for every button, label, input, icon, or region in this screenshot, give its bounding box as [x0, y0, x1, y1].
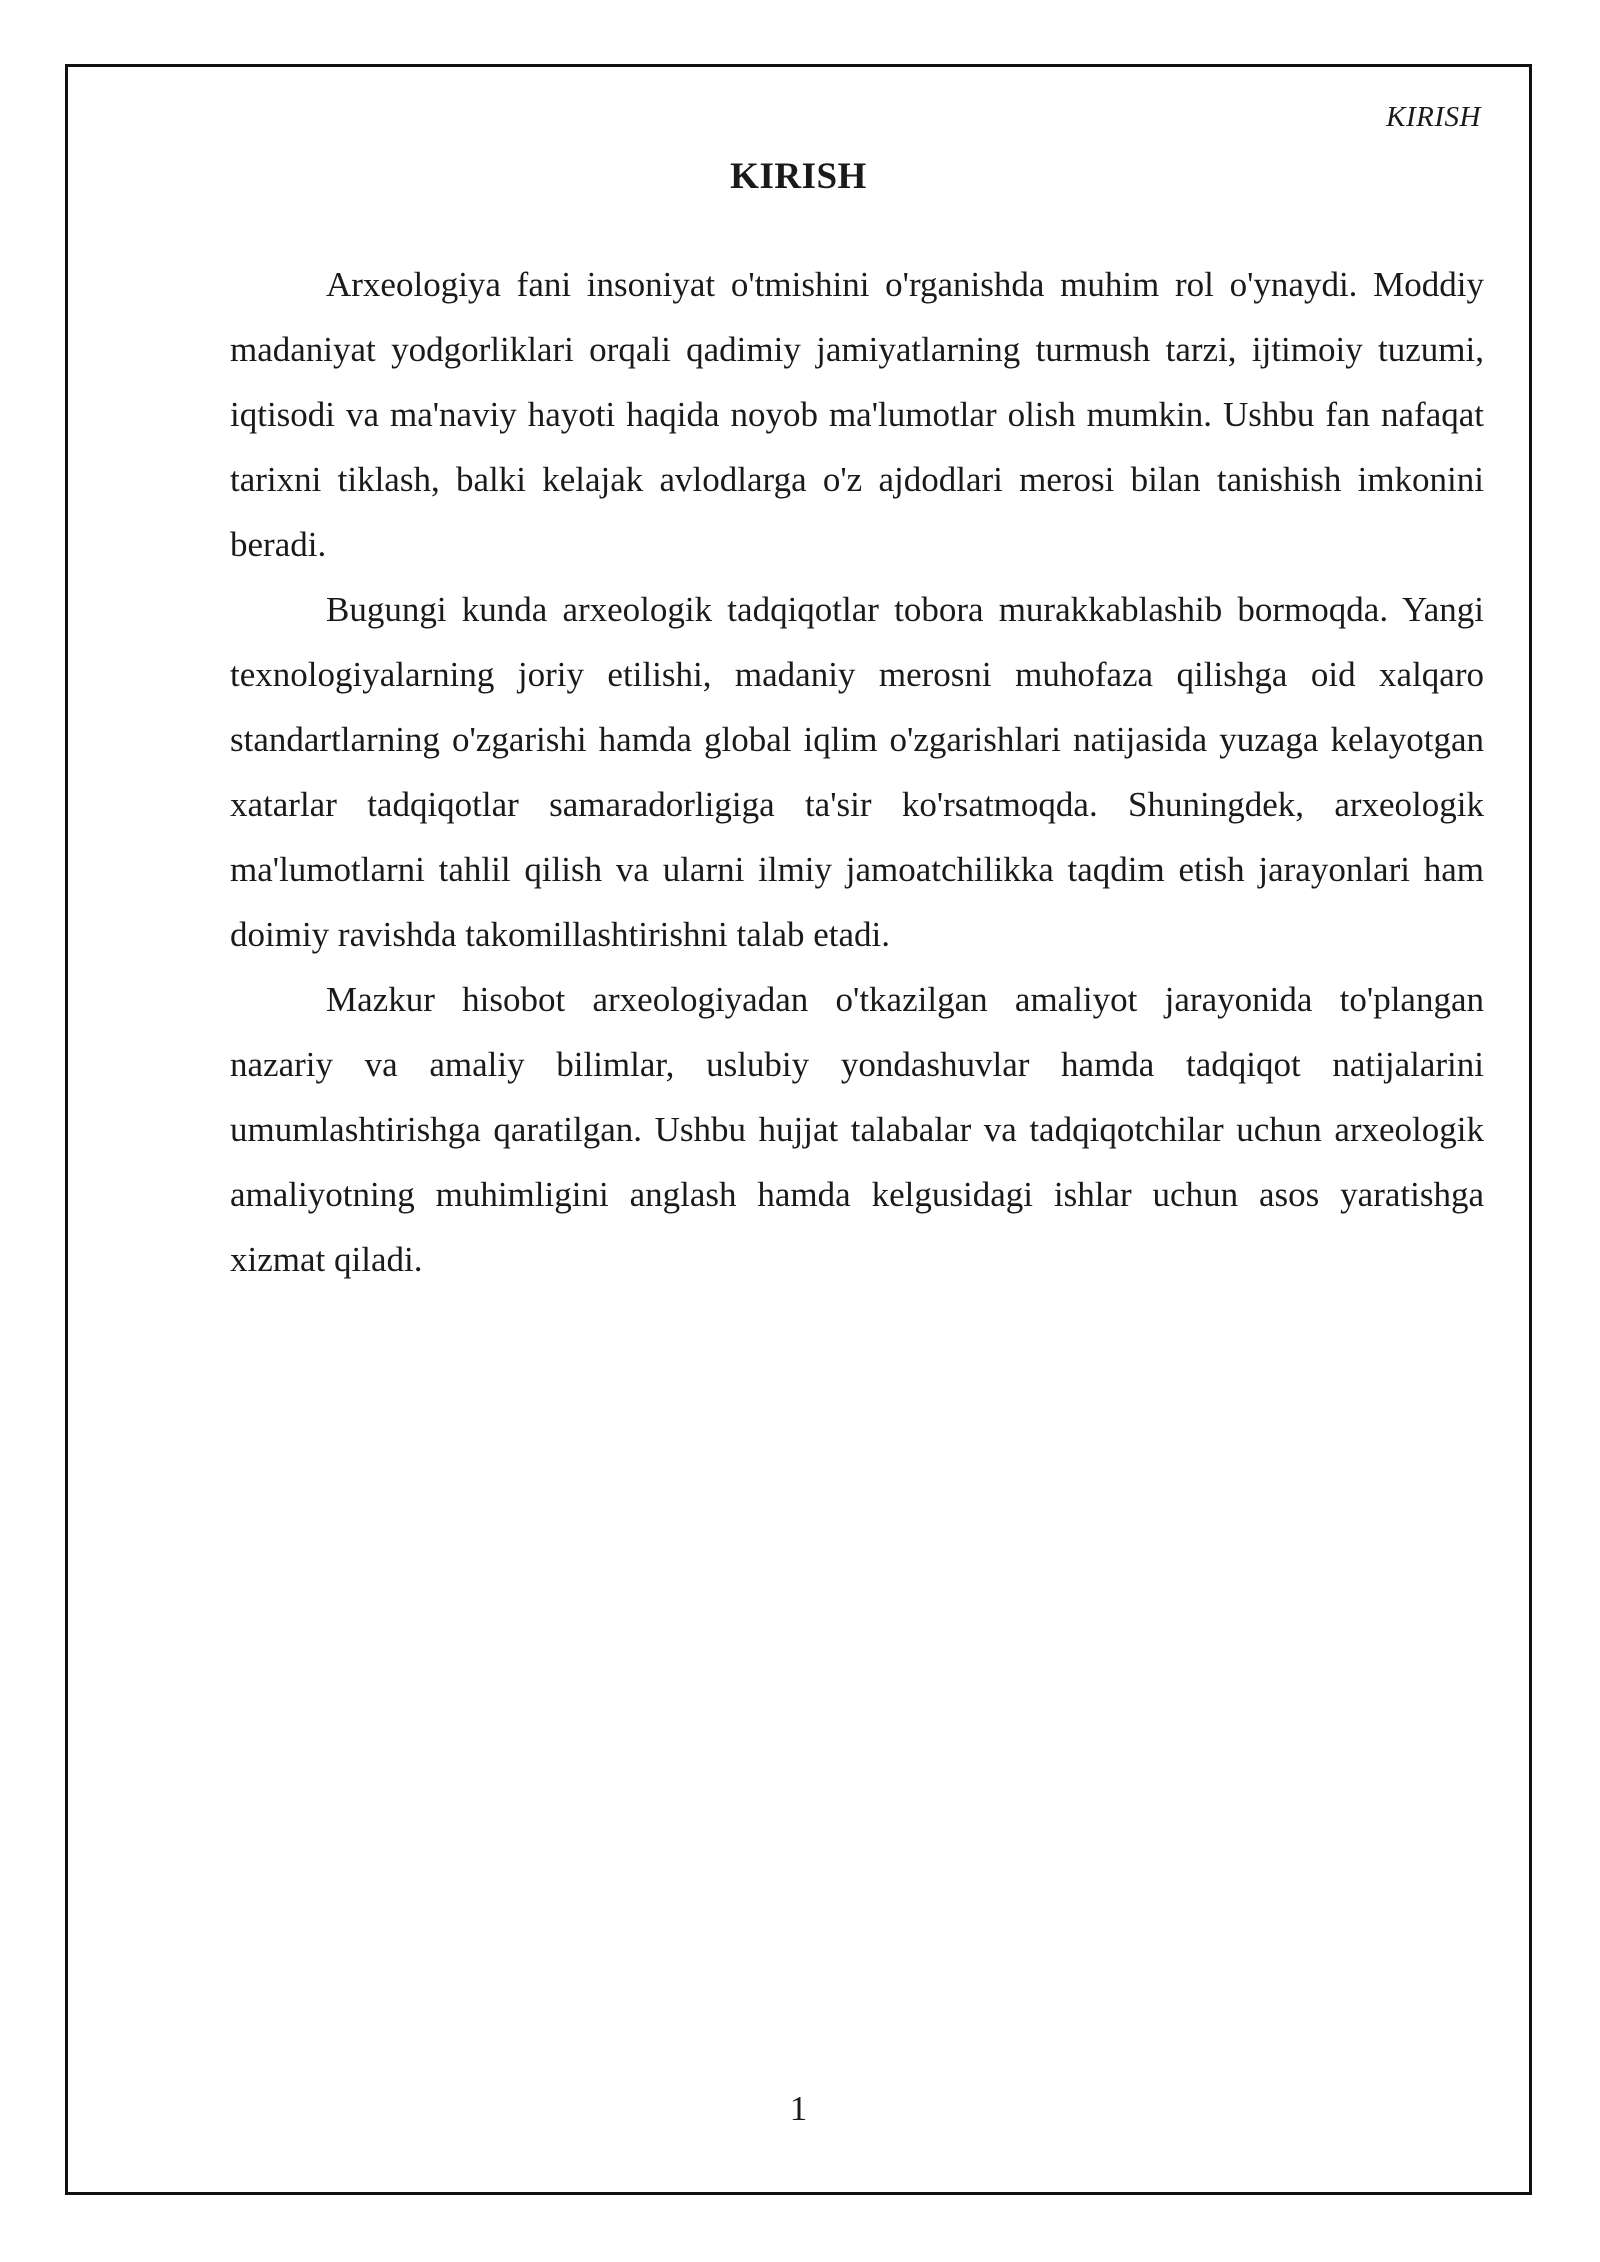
running-header: KIRISH — [1386, 101, 1481, 133]
paragraph-2: Bugungi kunda arxeologik tadqiqotlar tobora murakkablashib bormoqda. Yangi texnologiyalarning joriy etilishi, madaniy merosni muhofaza qilishga oid xalqaro standartlarning o'zgarishi hamda global iqlim o'zgarishlari natijasida yuzaga kelayotgan xatarlar tadqiqotlar samaradorligiga ta'sir ko'rsatmoqda. Shuningdek, arxeologik ma'lumotlarni tahlil qilish va ularni ilmiy jamoatchilikka taqdim etish jarayonlari ham doimiy ravishda takomillashtirishni talab etadi. — [230, 590, 1484, 954]
page-title: KIRISH — [730, 156, 867, 197]
paragraph-1: Arxeologiya fani insoniyat o'tmishini o'rganishda muhim rol o'ynaydi. Moddiy madaniyat yodgorliklari orqali qadimiy jamiyatlarning turmush tarzi, ijtimoiy tuzumi, iqtisodi va ma'naviy hayoti haqida noyob ma'lumotlar olish mumkin. Ushbu fan nafaqat tarixni tiklash, balki kelajak avlodlarga o'z ajdodlari merosi bilan tanishish imkonini beradi. — [230, 265, 1484, 564]
page-border — [65, 64, 1532, 2195]
page-number: 1 — [789, 2089, 808, 2128]
body-text — [230, 252, 1484, 1292]
paragraph-3: Mazkur hisobot arxeologiyadan o'tkazilgan amaliyot jarayonida to'plangan nazariy va amaliy bilimlar, uslubiy yondashuvlar hamda tadqiqot natijalarini umumlashtirishga qaratilgan. Ushbu hujjat talabalar va tadqiqotchilar uchun arxeologik amaliyotning muhimligini anglash hamda kelgusidagi ishlar uchun asos yaratishga xizmat qiladi. — [230, 980, 1484, 1279]
